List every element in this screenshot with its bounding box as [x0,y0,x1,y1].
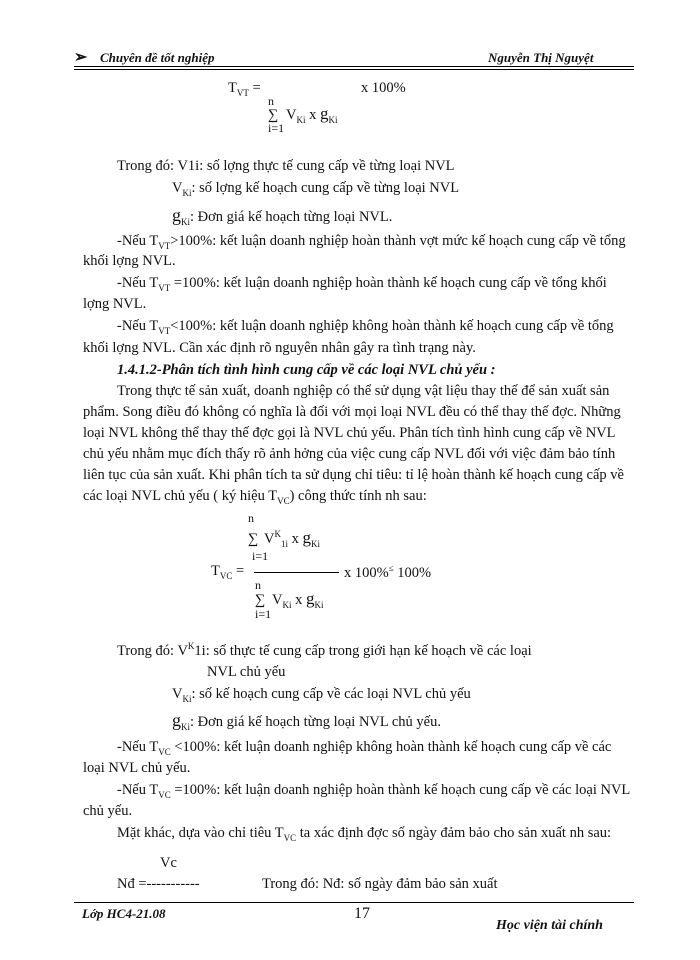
case3-line2: khối lợng NVL. Cần xác định rõ nguyên nhân gây ra tình trạng này. [83,340,476,356]
case2-line2: lợng NVL. [83,296,147,312]
footer-right: Học viện tài chính [496,918,603,933]
case5-line1: -Nếu $T_{VC} =100\%$: kết luận doanh nghiệp hoàn thành kế hoạch cung cấp về các loại NVL [117,782,631,800]
formula2-denominator: ∑ $V_{Ki}$ x $g_{Ki}$ [255,589,324,610]
header-left: Chuyên đề tốt nghiệp [100,50,215,65]
header-rule [74,66,634,67]
formula1-i1: i=1 [268,121,285,135]
section-p4: chủ yếu nhằm mục đích thấy rõ ảnh hởng của việc cung cấp NVL đối với việc đảm bảo tính [83,446,616,462]
defs1-line3: $g_{Ki}$: Đơn giá kế hoạch từng loại NVL. [172,205,393,227]
formula3-where: Trong đó: Nđ: số ngày đảm bảo sản xuất [262,876,498,892]
formula2-i1-bot: i=1 [255,607,272,621]
formula1-sum: ∑ $V_{Ki}$ x $g_{Ki}$ [268,104,338,125]
case6-line1: Mặt khác, dựa vào chỉ tiêu $T_{VC}$ ta xác định đợc số ngày đảm bảo cho sản xuất nh sau: [117,825,612,843]
formula1-n: n [268,94,274,108]
defs1-line2: $V_{Ki}$: số lợng kế hoạch cung cấp về từng loại NVL [172,180,460,198]
formula2-lhs: $T_{VC}$ = [211,563,245,581]
page-number: 17 [354,905,370,922]
section-p1: Trong thực tế sản xuất, doanh nghiệp có thể sử dụng vật liệu thay thế để sản xuất sản [117,383,610,399]
header-rule-thin [74,69,634,70]
formula2-n-bot: n [255,578,261,592]
formula1-lhs: $T_{VT}$ = [228,80,261,98]
section-p5: liên tục của sản xuất. Khi phân tích ta sử dụng chỉ tiêu: tỉ lệ hoàn thành kế hoạch cung cấp về [83,467,624,483]
defs2-line4: $g_{Ki}$: Đơn giá kế hoạch từng loại NVL chủ yếu. [172,710,441,732]
formula3-vc: Vc [160,855,177,871]
case2-line1: -Nếu $T_{VT} =100\%$: kết luận doanh nghiệp hoàn thành kế hoạch cung cấp về tổng khối [117,275,607,293]
defs2-line2: NVL chủ yếu [207,664,286,680]
footer-left: Lớp HC4-21.08 [82,906,166,921]
case1-line2: khối lợng NVL. [83,253,176,269]
formula2-numerator: ∑ $V^K_{1i}$ x $g_{Ki}$ [248,528,320,549]
formula2-fraction-bar [254,572,339,573]
case1-line1: -Nếu $T_{VT}>100\%$: kết luận doanh nghiệp hoàn thành vợt mức kế hoạch cung cấp về tổng [117,233,626,251]
header-right: Nguyễn Thị Nguyệt [488,50,594,65]
defs2-line3: $V_{Ki}$: số kế hoạch cung cấp về các loại NVL chủ yếu [172,686,471,704]
formula2-i1-top: i=1 [252,549,269,563]
section-p2: phẩm. Song điều đó không có nghĩa là đối với mọi loại NVL đều có thể thay thế đợc. Những [83,404,621,420]
defs1-line1: Trong đó: V1i: số lợng thực tế cung cấp về từng loại NVL [117,158,455,174]
defs2-line1: Trong đó: $V^K1i$: số thực tế cung cấp trong giới hạn kế hoạch về các loại [117,641,532,659]
formula2-n-top: n [248,511,254,525]
section-p6: các loại NVL chủ yếu ( ký hiệu $T_{VC}$) công thức tính nh sau: [83,488,427,506]
formula1-percent: x 100% [361,80,406,96]
formula3-nd: Nđ =----------- [117,876,200,892]
case5-line2: chủ yếu. [83,803,133,819]
case4-line1: -Nếu $T_{VC} <100\%$: kết luận doanh nghiệp không hoàn thành kế hoạch cung cấp về các [117,739,612,757]
section-heading: 1.4.1.2-Phân tích tình hình cung cấp về các loại NVL chủ yếu : [117,362,496,378]
case4-line2: loại NVL chủ yếu. [83,760,191,776]
footer-rule [74,902,634,903]
formula2-percent: x 100%≤ 100% [344,563,432,581]
case3-line1: -Nếu $T_{VT}<100\%$: kết luận doanh nghiệp không hoàn thành kế hoạch cung cấp về tổng [117,318,614,336]
section-p3: loại NVL không thể thay thế đợc gọi là NVL chủ yếu. Phân tích tình hình cung cấp về NVL [83,425,616,441]
header-arrow-icon: ➢ [74,49,88,66]
